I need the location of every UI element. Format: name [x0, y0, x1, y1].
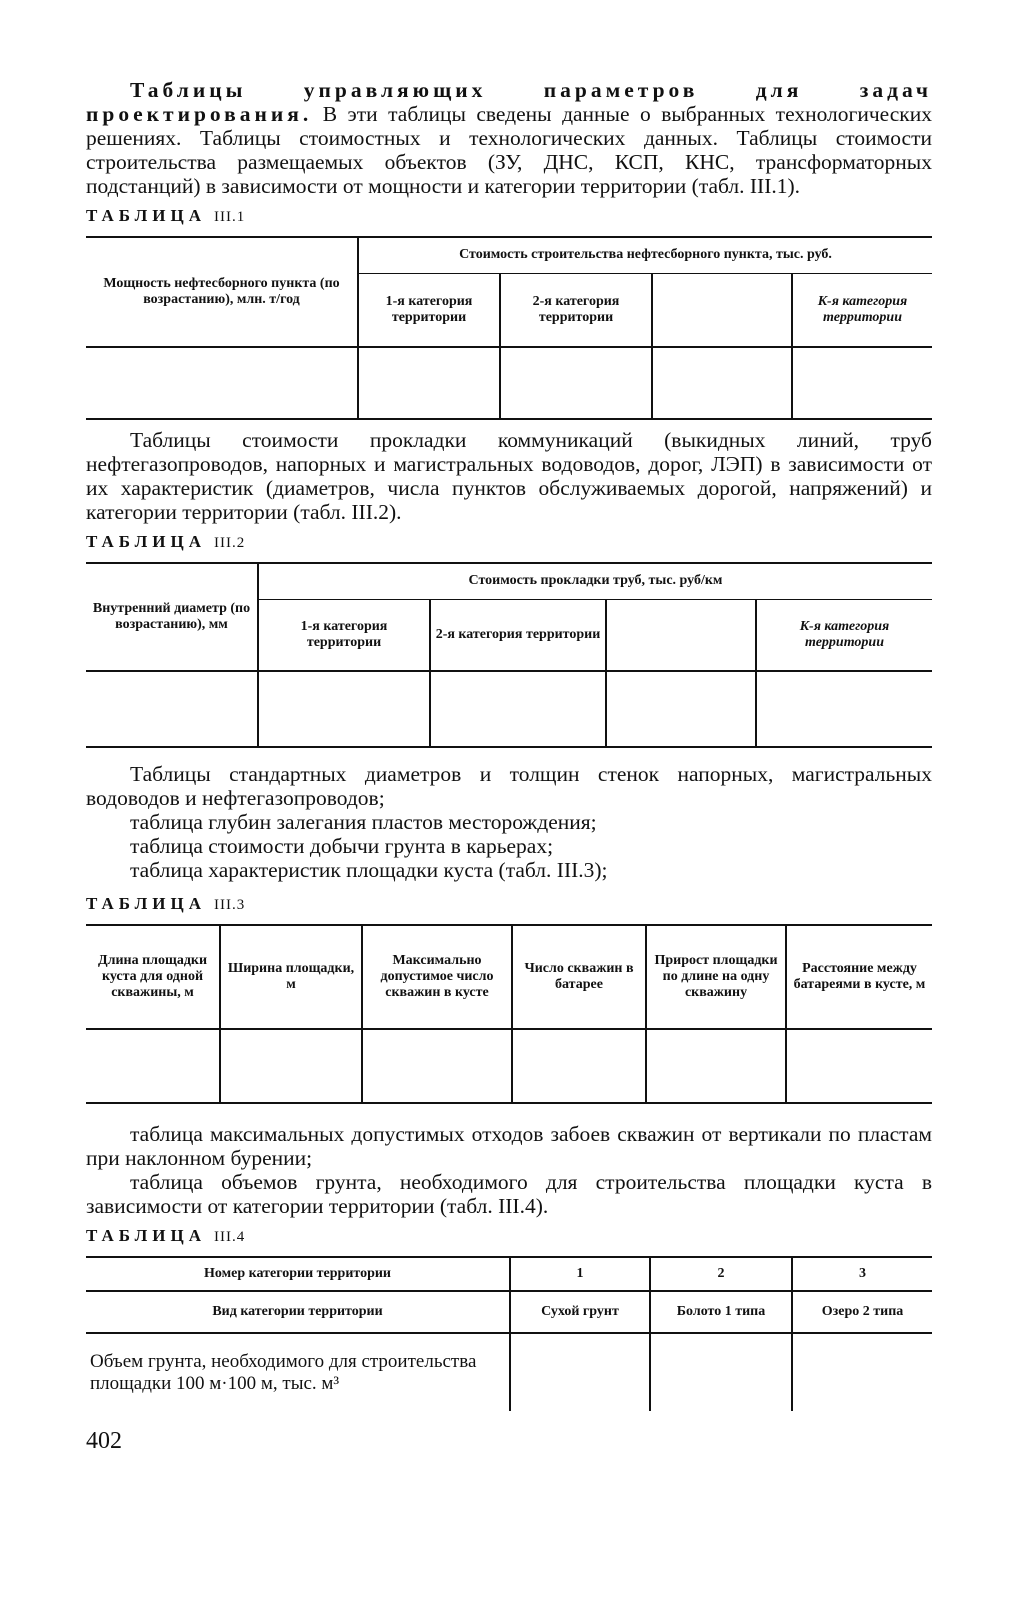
table1-col-1: 1-я категория территории: [358, 273, 500, 347]
table3-cell: [220, 1029, 362, 1103]
table1-cell: [500, 347, 652, 419]
table2-col-2: 2-я категория территории: [430, 599, 606, 671]
table1-caption: ТАБЛИЦА III.1: [86, 206, 246, 225]
table2-cell: [606, 671, 756, 747]
table2-cell: [258, 671, 430, 747]
table-iii-2: [86, 562, 932, 748]
table4-category-number: 1: [510, 1257, 650, 1291]
table3-col-width: Ширина площадки, м: [220, 925, 362, 1029]
table1-row-header: Мощность нефтесборного пункта (по возрастанию), млн. т/год: [86, 237, 358, 347]
table2-row-header: Внутренний диаметр (по возрастанию), мм: [86, 563, 258, 671]
table3-cell: [646, 1029, 786, 1103]
table1-group-header: Стоимость строительства нефтесборного пункта, тыс. руб.: [358, 237, 932, 273]
list-item: таблица максимальных допустимых отходов забоев скважин от вертикали по пластам при наклонном бурении;: [86, 1122, 932, 1170]
table2-cell: [756, 671, 932, 747]
table1-cell: [86, 347, 358, 419]
table4-category-kind: Болото 1 типа: [650, 1291, 792, 1333]
intro-paragraph: [86, 78, 932, 198]
list-item: таблица характеристик площадки куста (табл. III.3);: [130, 858, 608, 882]
table3-cell: [512, 1029, 646, 1103]
table3-col-length: Длина площадки куста для одной скважины, м: [86, 925, 220, 1029]
table1-col-k: K-я категория территории: [792, 273, 932, 347]
intro-heading: Таблицы управляющих параметров для задач проектирования.: [86, 78, 932, 126]
page-number: 402: [86, 1428, 122, 1454]
table1-cell: [792, 347, 932, 419]
table3-col-increment: Прирост площадки по длине на одну скважину: [646, 925, 786, 1029]
list-item: таблица объемов грунта, необходимого для строительства площадки куста в зависимости от категории территории (табл. III.4).: [86, 1170, 932, 1218]
table4-cell: [650, 1333, 792, 1411]
table3-col-wells-in-battery: Число скважин в батарее: [512, 925, 646, 1029]
table4-caption: ТАБЛИЦА III.4: [86, 1226, 246, 1245]
table4-cell: [792, 1333, 932, 1411]
table2-cell: [430, 671, 606, 747]
table-iii-4: [86, 1256, 932, 1411]
table3-col-distance: Расстояние между батареями в кусте, м: [786, 925, 932, 1029]
table3-cell: [786, 1029, 932, 1103]
table2-cell: [86, 671, 258, 747]
table4-category-number: 3: [792, 1257, 932, 1291]
paragraph-2: Таблицы стоимости прокладки коммуникаций (выкидных линий, труб нефтегазопроводов, напорных и магистральных водоводов, дорог, ЛЭП) в зависимости от их характеристик (диаметров, числа пунктов обслуживаемых дорогой, напряжений) и категории территории (табл. III.2).: [86, 428, 932, 524]
table1-col-2: 2-я категория территории: [500, 273, 652, 347]
table-iii-3: [86, 924, 932, 1104]
table4-cell: [510, 1333, 650, 1411]
list-1: [86, 762, 932, 882]
table4-category-number: 2: [650, 1257, 792, 1291]
table2-col-k: K-я категория территории: [756, 599, 932, 671]
page-content: [86, 78, 932, 1411]
table1-cell: [652, 347, 792, 419]
list-item: Таблицы стандартных диаметров и толщин стенок напорных, магистральных водоводов и нефтегазопроводов;: [86, 762, 932, 810]
table4-row2-label: Вид категории территории: [86, 1291, 510, 1333]
table4-category-kind: Озеро 2 типа: [792, 1291, 932, 1333]
list-item: таблица стоимости добычи грунта в карьерах;: [130, 834, 554, 858]
table3-cell: [362, 1029, 512, 1103]
table-iii-1: [86, 236, 932, 420]
intro-text: В эти таблицы сведены данные о выбранных технологических решениях. Таблицы стоимостных и технологических данных. Таблицы стоимости строительства размещаемых объектов (ЗУ, ДНС, КСП, КНС, трансформаторных подстанций) в зависимости от мощности и категории территории (табл. III.1).: [86, 102, 932, 198]
table1-col-3: [652, 273, 792, 347]
table4-row3-label: Объем грунта, необходимого для строительства площадки 100 м·100 м, тыс. м³: [90, 1350, 477, 1394]
table3-col-max-wells: Максимально допустимое число скважин в кусте: [362, 925, 512, 1029]
list-item: таблица глубин залегания пластов месторождения;: [130, 810, 597, 834]
table3-caption: ТАБЛИЦА III.3: [86, 894, 246, 913]
table3-cell: [86, 1029, 220, 1103]
table4-row1-label: Номер категории территории: [86, 1257, 510, 1291]
table1-cell: [358, 347, 500, 419]
table4-category-kind: Сухой грунт: [510, 1291, 650, 1333]
list-2: [86, 1122, 932, 1218]
table2-col-1: 1-я категория территории: [258, 599, 430, 671]
table2-group-header: Стоимость прокладки труб, тыс. руб/км: [258, 563, 932, 599]
table2-col-3: [606, 599, 756, 671]
table2-caption: ТАБЛИЦА III.2: [86, 532, 246, 551]
